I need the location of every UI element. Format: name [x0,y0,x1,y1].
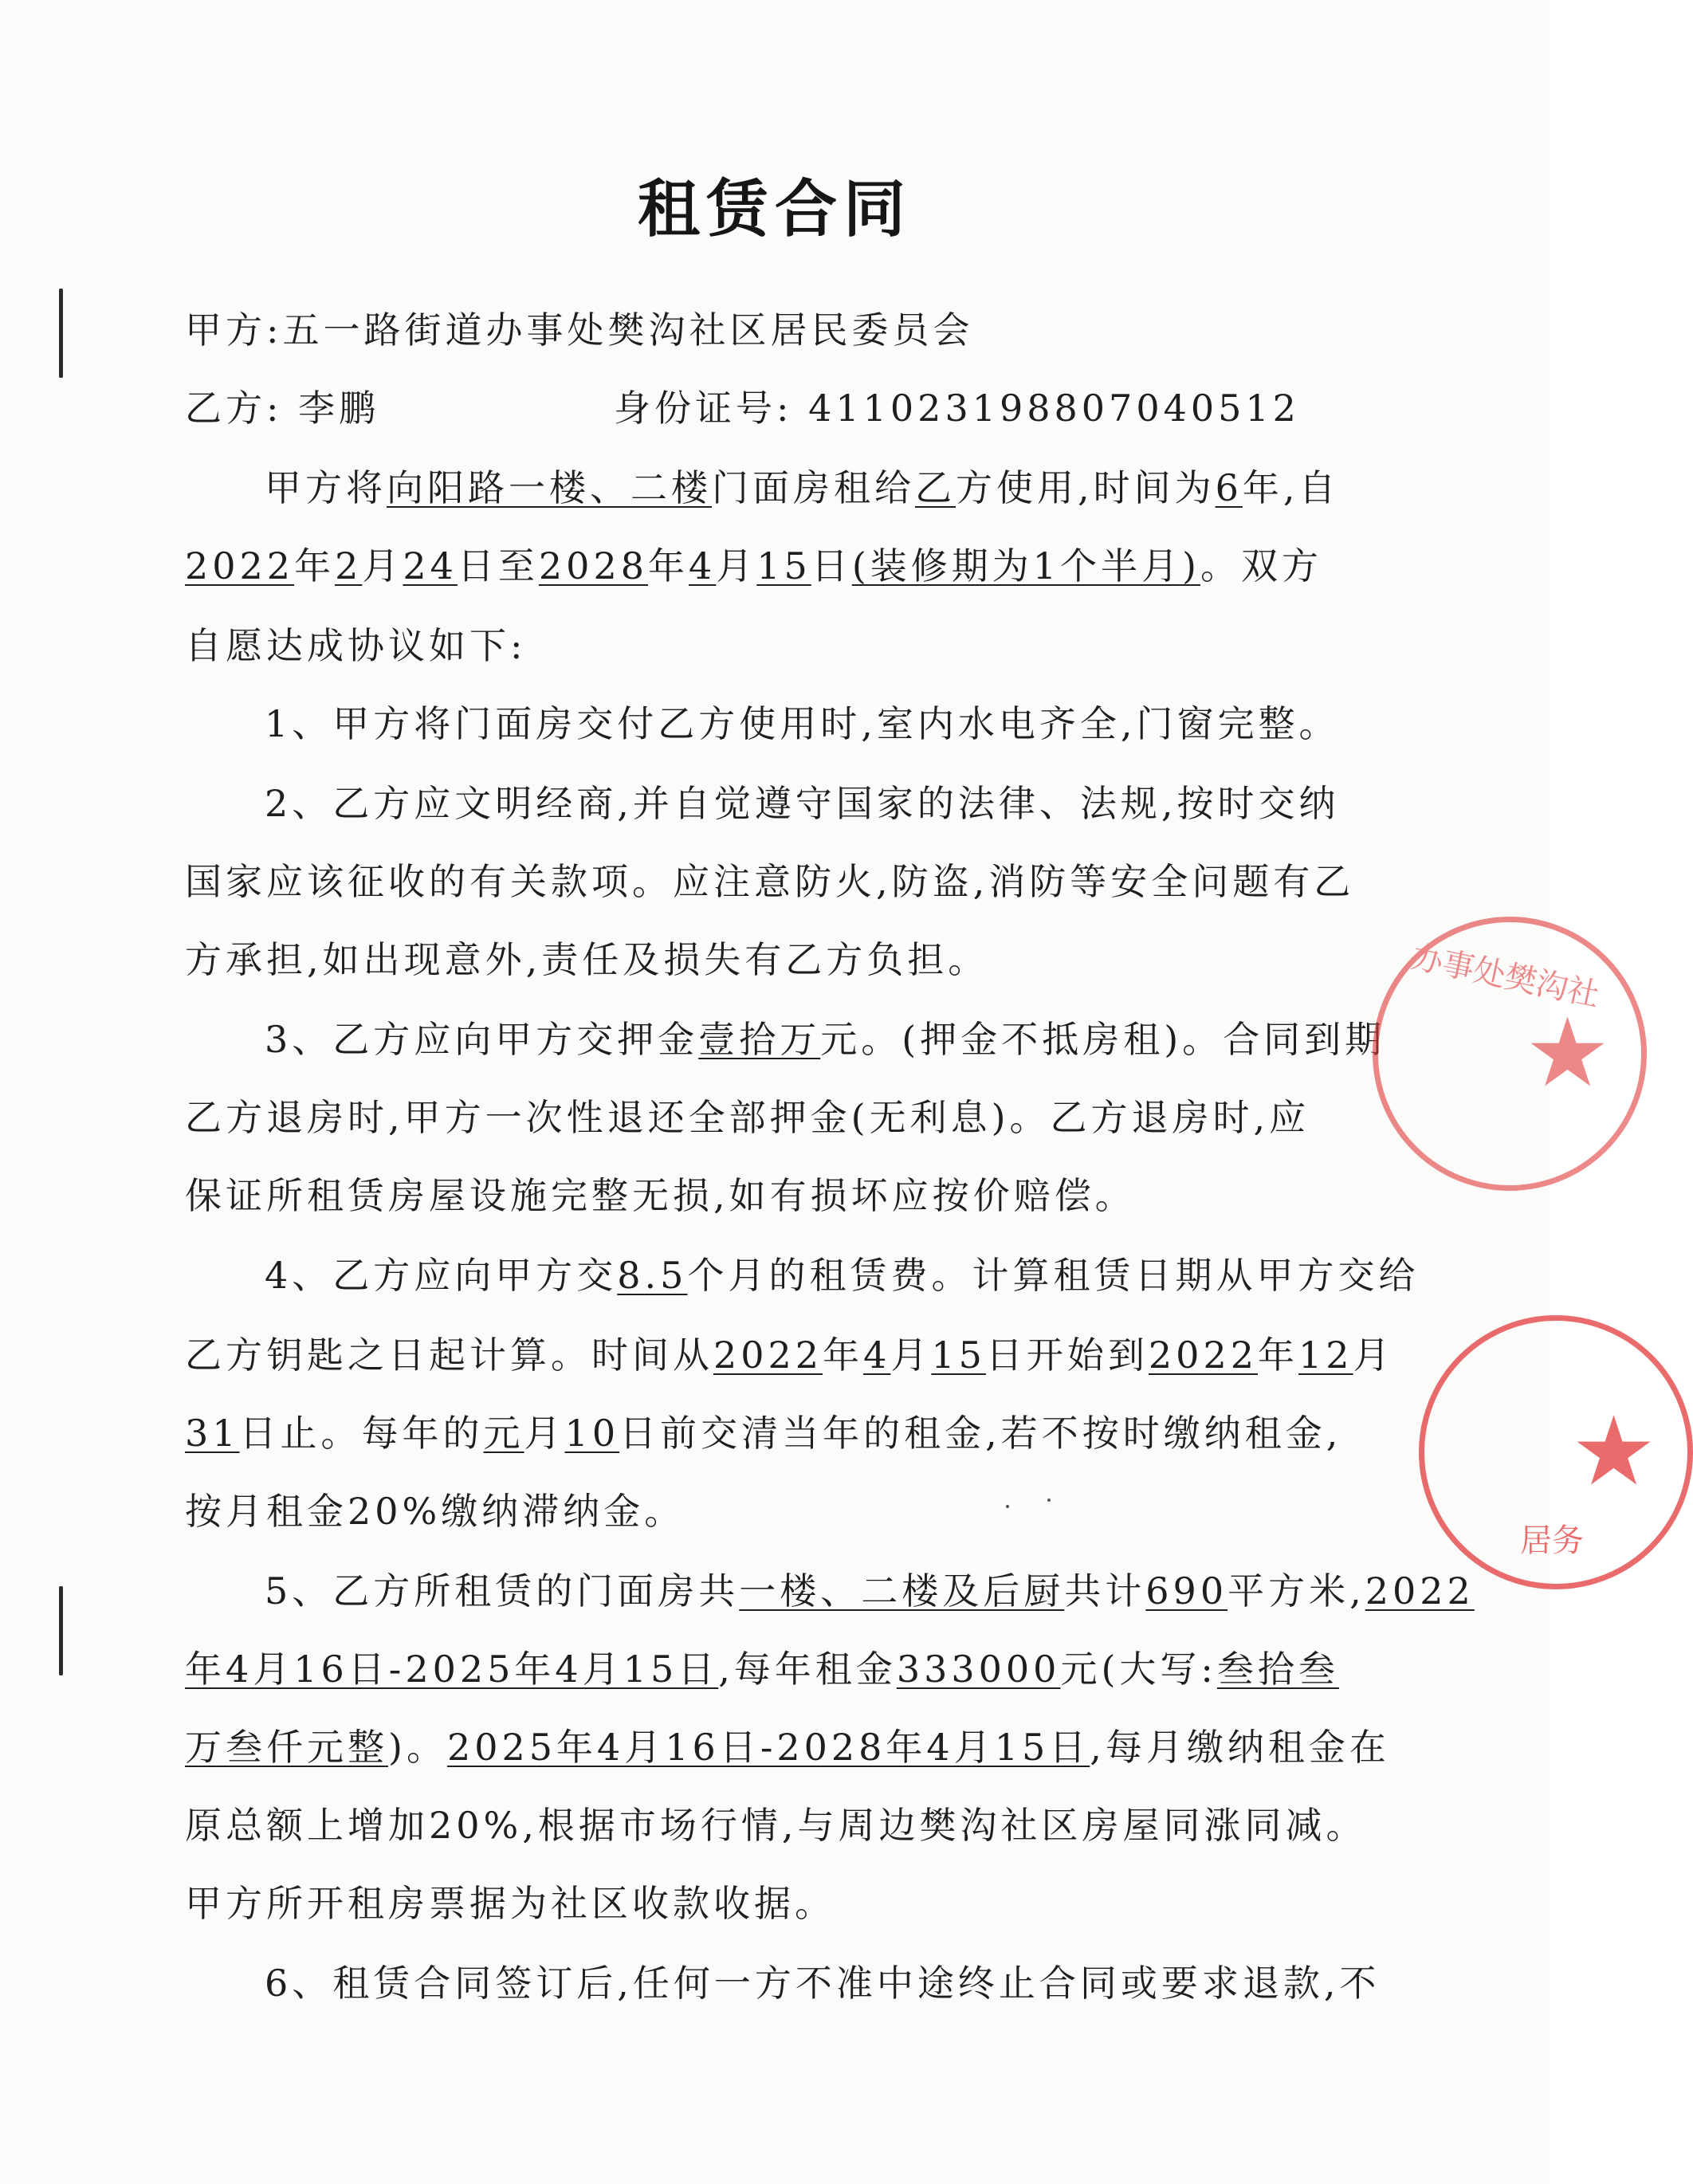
clause-4-fill: 8.5 [617,1254,688,1297]
intro-text: 甲方将 [265,466,387,509]
clause-5-fill: 一楼、二楼及后厨 [739,1569,1065,1612]
party-b-id-text: 身份证号: 411023198807040512 [614,387,1300,430]
seal-star-icon: ★ [1524,998,1611,1109]
party-a-text: 甲方:五一路街道办事处樊沟社区居民委员会 [185,308,974,352]
intro-fill: 24 [403,544,458,587]
clause-4-text: 月 [524,1412,565,1455]
clause-4-line-3 [185,1411,1341,1455]
clause-5-fill: 年4月16日-2025年4月15日 [185,1648,719,1691]
intro-fill: 乙 [915,466,956,509]
margin-mark-top [59,289,63,378]
clause-4-text: 乙方钥匙之日起计算。时间从 [185,1334,713,1377]
clause-5-text: 原总额上增加20%,根据市场行情,与周边樊沟社区房屋同涨同减。 [185,1804,1367,1847]
intro-fill: 2028 [538,544,648,587]
clause-4-text: 日止。每年的 [239,1412,484,1455]
clause-6-line-1 [265,1961,1381,2005]
party-b-id [614,386,1300,430]
clause-4-text: 按月租金20%缴纳滞纳金。 [185,1490,685,1533]
intro-text: 方使用,时间为 [956,466,1216,509]
clause-3-text: 乙方退房时,甲方一次性退还全部押金(无利息)。乙方退房时,应 [185,1096,1310,1139]
clause-4-text: 年 [1257,1334,1298,1377]
clause-5-text: )。 [388,1726,447,1769]
intro-fill: 向阳路一楼、二楼 [387,466,712,509]
clause-2-line-3 [185,937,988,982]
clause-3-line-1 [265,1017,1385,1062]
clause-5-text: 平方米, [1228,1569,1365,1612]
clause-4-fill: 31 [185,1412,240,1455]
intro-line-2 [185,544,1322,588]
intro-fill: 6 [1215,466,1243,509]
intro-fill: (装修期为1个半月) [851,544,1200,587]
clause-4-line-4 [185,1489,685,1534]
clause-5-text: 5、乙方所租赁的门面房共 [265,1569,740,1612]
clause-5-fill: 2022 [1365,1569,1475,1612]
party-b [185,386,379,430]
intro-text: 门面房租给 [712,466,915,509]
document-title: 租赁合同 [637,174,912,246]
clause-4-fill: 元 [483,1412,524,1455]
clause-5-fill: 690 [1145,1569,1228,1612]
clause-3-text: 保证所租赁房屋设施完整无损,如有损坏应按价赔偿。 [185,1174,1136,1217]
clause-4-fill: 15 [931,1334,986,1377]
clause-5-text: 甲方所开租房票据为社区收款收据。 [185,1882,835,1925]
intro-line-3 [185,623,527,668]
intro-text: 日至 [457,544,539,587]
clause-2-text: 2、乙方应文明经商,并自觉遵守国家的法律、法规,按时交纳 [265,782,1340,825]
seal-bottom-text: 居务 [1520,1522,1584,1559]
clause-4-text: 4、乙方应向甲方交 [265,1254,618,1297]
clause-3-line-3 [185,1173,1136,1218]
clause-3-text: 元。(押金不抵房租)。合同到期 [820,1018,1386,1061]
intro-fill: 2 [335,544,363,587]
clause-4-line-1 [265,1253,1419,1298]
clause-5-text: 元(大写: [1060,1648,1217,1691]
intro-text: 年,自 [1242,466,1340,509]
clause-4-fill: 12 [1298,1334,1353,1377]
clause-5-text: ,每月缴纳租金在 [1090,1726,1390,1769]
clause-4-fill: 10 [564,1412,620,1455]
clause-2-text: 方承担,如出现意外,责任及损失有乙方负担。 [185,938,989,981]
seal-top-text: 办事处樊沟社 [1408,938,1603,1015]
clause-5-line-3 [185,1725,1390,1770]
intro-line-1 [265,465,1340,510]
scan-speck [1006,1505,1009,1508]
clause-6-text: 6、租赁合同签订后,任何一方不准中途终止合同或要求退款,不 [265,1962,1381,2005]
clause-4-fill: 4 [863,1334,891,1377]
clause-2-text: 国家应该征收的有关款项。应注意防火,防盗,消防等安全问题有乙 [185,860,1355,903]
margin-mark-bottom [59,1586,63,1675]
party-b-label: 乙方: 李鹏 [185,387,380,430]
clause-3-line-2 [185,1095,1310,1140]
clause-4-text: 日开始到 [985,1334,1149,1377]
community-seal-bottom [1419,1315,1693,1589]
clause-5-fill: 万叁仟元整 [185,1726,388,1769]
intro-fill: 4 [688,544,717,587]
scan-speck [1047,1499,1051,1502]
intro-fill: 15 [756,544,811,587]
intro-text: 。双方 [1200,544,1322,587]
clause-5-line-1 [265,1569,1475,1613]
intro-text: 月 [716,544,757,587]
clause-5-text: ,每年租金 [718,1648,897,1691]
clause-3-text: 3、乙方应向甲方交押金 [265,1018,699,1061]
clause-5-fill: 333000 [896,1648,1061,1691]
clause-4-text: 月 [890,1334,932,1377]
clause-2-line-2 [185,859,1354,904]
clause-2-line-1 [265,781,1340,826]
clause-4-line-2 [185,1333,1394,1377]
intro-text: 年 [294,544,336,587]
clause-4-text: 月 [1353,1334,1394,1377]
clause-5-line-4 [185,1803,1367,1848]
clause-3-fill: 壹拾万 [698,1018,821,1061]
seal-star-icon: ★ [1570,1396,1657,1507]
clause-4-fill: 2022 [713,1334,823,1377]
party-a [185,308,974,352]
clause-5-fill: 叁拾叁 [1216,1648,1339,1691]
clause-5-fill: 2025年4月16日-2028年4月15日 [446,1726,1090,1769]
intro-text: 自愿达成协议如下: [185,624,527,667]
clause-5-line-5 [185,1881,835,1926]
clause-1 [265,701,1340,746]
intro-fill: 2022 [185,544,295,587]
clause-5-text: 共计 [1064,1569,1146,1612]
clause-5-line-2 [185,1647,1339,1691]
intro-text: 年 [647,544,689,587]
intro-text: 日 [811,544,852,587]
clause-4-text: 日前交清当年的租金,若不按时缴纳租金, [619,1412,1342,1455]
clause-4-text: 个月的租赁费。计算租赁日期从甲方交给 [687,1254,1420,1297]
clause-1-text: 1、甲方将门面房交付乙方使用时,室内水电齐全,门窗完整。 [265,702,1340,745]
intro-text: 月 [362,544,403,587]
clause-4-text: 年 [823,1334,864,1377]
community-seal-top [1373,917,1647,1191]
clause-4-fill: 2022 [1148,1334,1258,1377]
